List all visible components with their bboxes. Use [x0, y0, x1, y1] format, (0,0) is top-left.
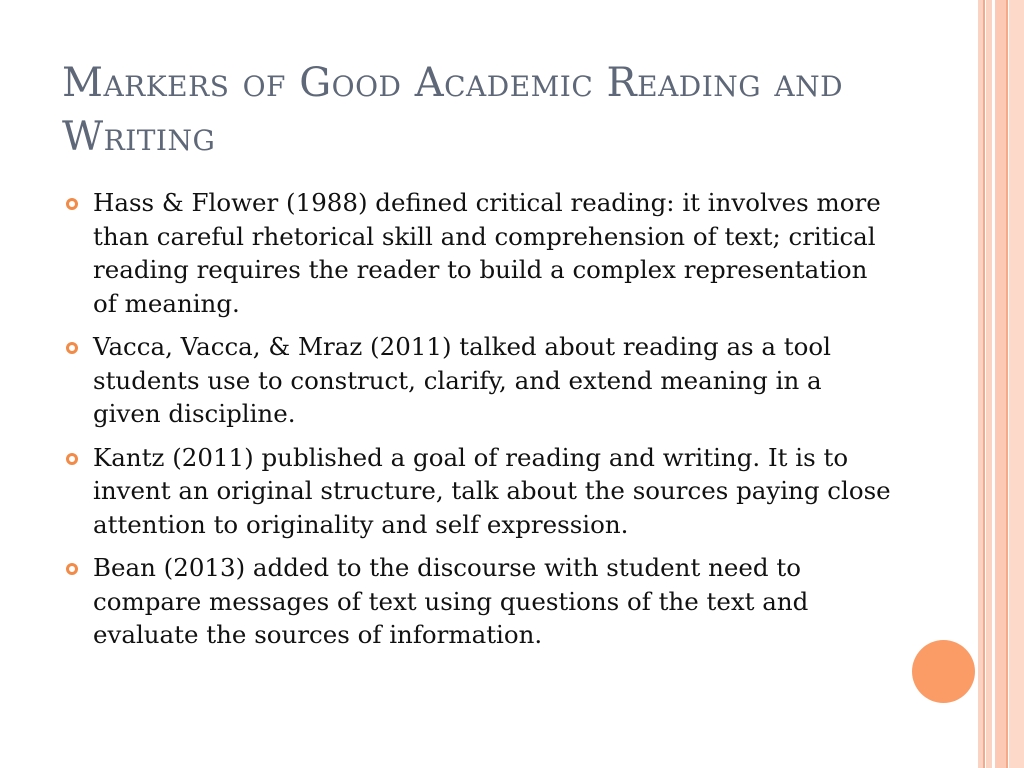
bullet-text: Kantz (2011) published a goal of reading and writing. It is to invent an original structure, talk about the sources paying close attention to originality and self expression.	[93, 442, 891, 539]
bullet-ring-icon	[66, 453, 78, 465]
bullet-ring-icon	[66, 198, 78, 210]
decorative-stripe-line	[983, 0, 985, 768]
decorative-stripe	[1009, 0, 1024, 768]
bullet-item	[62, 186, 892, 320]
slide-title: Markers of Good Academic Reading and Writing	[62, 60, 844, 160]
decorative-stripe-line	[1006, 0, 1008, 768]
bullet-ring-icon	[66, 342, 78, 354]
bullet-text: Bean (2013) added to the discourse with student need to compare messages of text using questions of the text and evaluate the sources of information.	[93, 553, 809, 649]
bullet-ring-icon	[66, 563, 78, 575]
decorative-stripe	[986, 0, 992, 768]
bullet-text: Vacca, Vacca, & Mraz (2011) talked about reading as a tool students use to construct, clarify, and extend meaning in a given discipline.	[93, 332, 831, 428]
bullet-item	[62, 330, 892, 431]
decorative-orange-circle	[912, 640, 975, 703]
bullet-item	[62, 441, 892, 542]
bullet-list	[62, 186, 892, 662]
decorative-stripe	[995, 0, 1006, 768]
bullet-item	[62, 551, 892, 652]
bullet-text: Hass & Flower (1988) defined critical reading: it involves more than careful rhetorical skill and comprehension of text; critical reading requires the reader to build a complex representation of meaning.	[93, 188, 881, 318]
